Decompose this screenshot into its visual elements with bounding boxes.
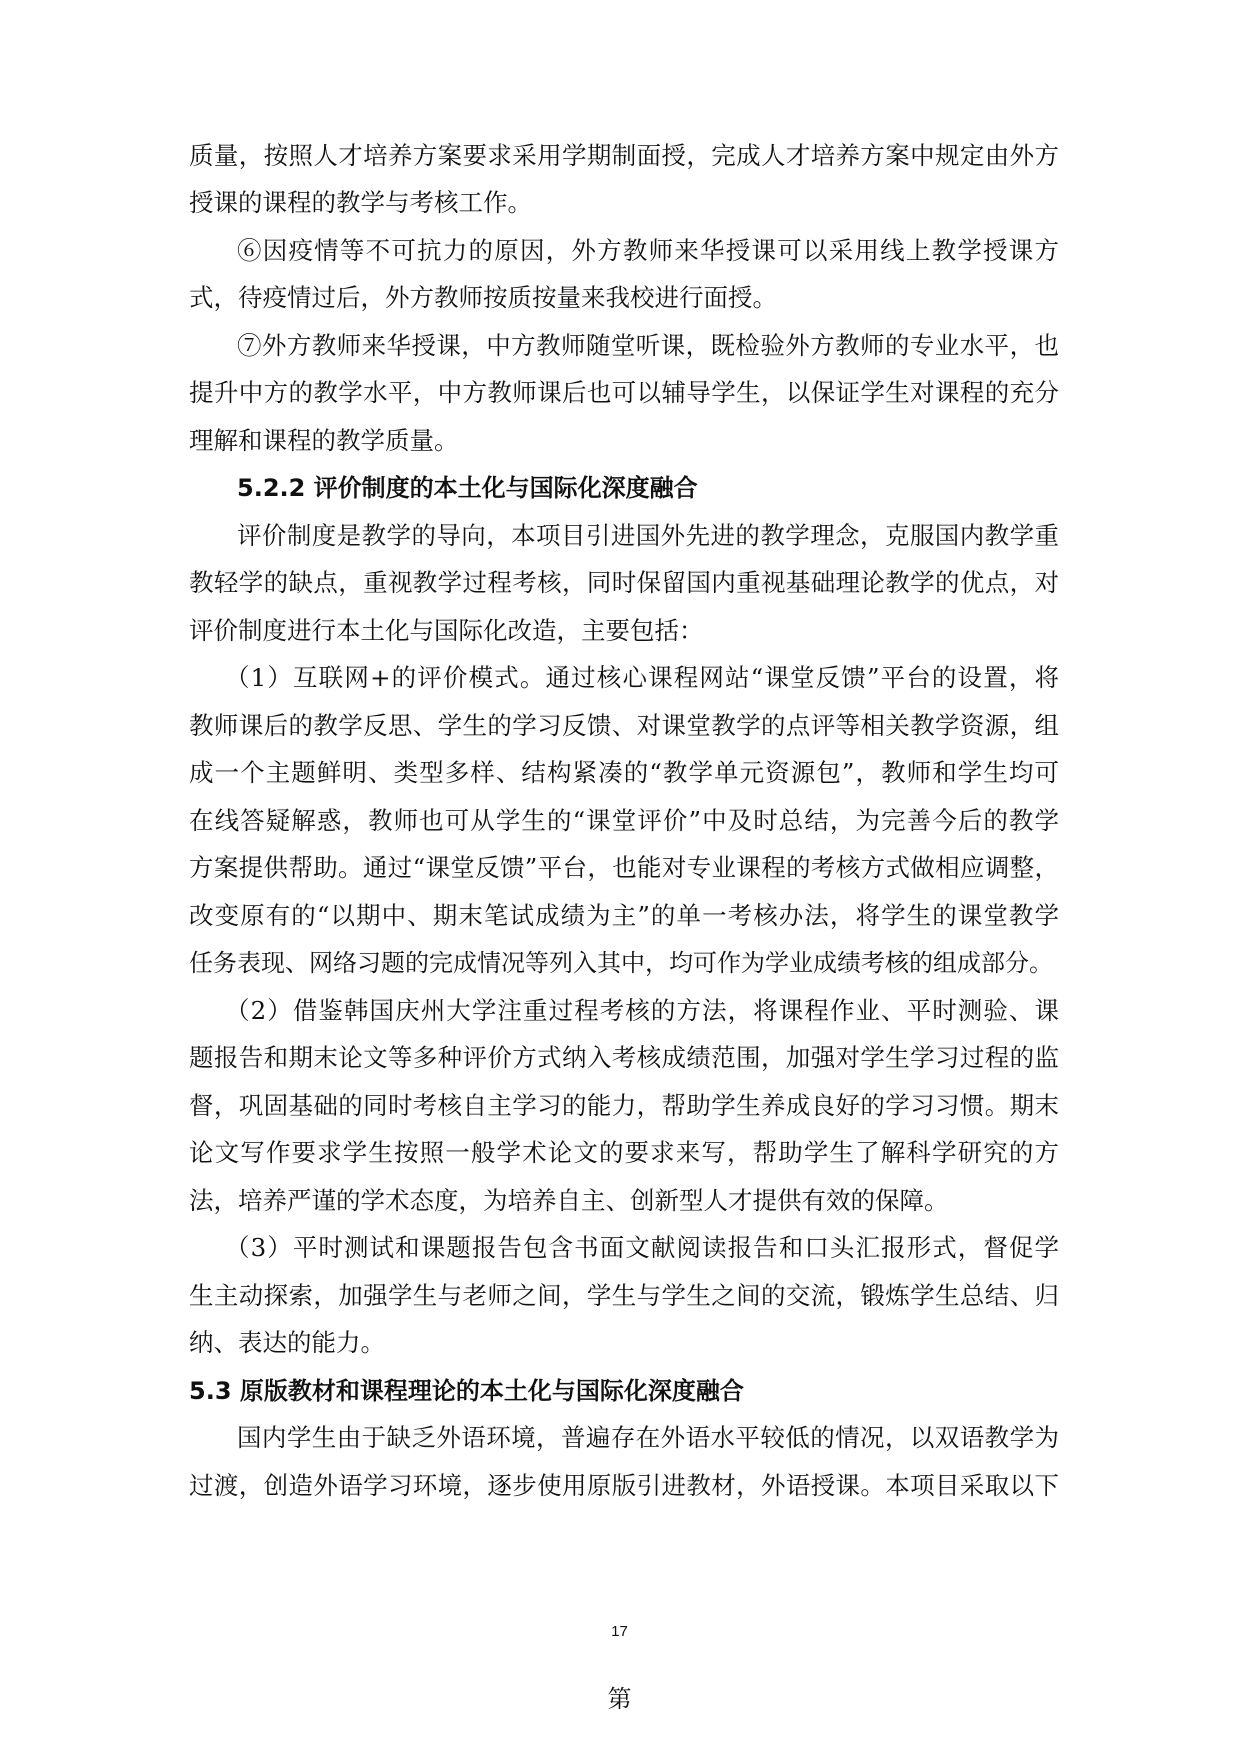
- body-line: 论文写作要求学生按照一般学术论文的要求来写，帮助学生了解科学研究的方: [189, 1138, 1059, 1167]
- body-line: （2）借鉴韩国庆州大学注重过程考核的方法，将课程作业、平时测验、课: [225, 996, 1059, 1025]
- section-heading-5-2-2: 5.2.2 评价制度的本土化与国际化深度融合: [237, 474, 698, 502]
- body-line: 国内学生由于缺乏外语环境，普遍存在外语水平较低的情况，以双语教学为: [237, 1423, 1059, 1452]
- body-line: 督，巩固基础的同时考核自主学习的能力，帮助学生养成良好的学习习惯。期末: [189, 1091, 1059, 1120]
- body-line: （3）平时测试和课题报告包含书面文献阅读报告和口头汇报形式，督促学: [225, 1233, 1059, 1262]
- section-heading-5-3: 5.3 原版教材和课程理论的本土化与国际化深度融合: [189, 1377, 744, 1405]
- body-line: 成一个主题鲜明、类型多样、结构紧凑的“教学单元资源包”，教师和学生均可: [189, 758, 1059, 787]
- body-line: 式，待疫情过后，外方教师按质按量来我校进行面授。: [189, 283, 777, 312]
- body-line: 理解和课程的教学质量。: [189, 426, 459, 455]
- body-line: 纳、表达的能力。: [189, 1328, 385, 1357]
- body-line: （1）互联网+的评价模式。通过核心课程网站“课堂反馈”平台的设置，将: [225, 663, 1059, 692]
- body-line: 评价制度是教学的导向，本项目引进国外先进的教学理念，克服国内教学重: [237, 521, 1059, 550]
- body-line: ⑥因疫情等不可抗力的原因，外方教师来华授课可以采用线上教学授课方: [237, 236, 1059, 265]
- body-line: 过渡，创造外语学习环境，逐步使用原版引进教材，外语授课。本项目采取以下: [189, 1471, 1059, 1500]
- body-line: 在线答疑解惑，教师也可从学生的“课堂评价”中及时总结，为完善今后的教学: [189, 806, 1059, 835]
- body-line: 方案提供帮助。通过“课堂反馈”平台，也能对专业课程的考核方式做相应调整，: [189, 853, 1059, 882]
- body-line: 题报告和期末论文等多种评价方式纳入考核成绩范围，加强对学生学习过程的监: [189, 1043, 1059, 1072]
- body-line: 任务表现、网络习题的完成情况等列入其中，均可作为学业成绩考核的组成部分。: [189, 949, 1053, 977]
- body-line: 评价制度进行本土化与国际化改造，主要包括：: [189, 616, 704, 645]
- body-line: 教轻学的缺点，重视教学过程考核，同时保留国内重视基础理论教学的优点，对: [189, 568, 1059, 597]
- body-line: 提升中方的教学水平，中方教师课后也可以辅导学生，以保证学生对课程的充分: [189, 378, 1059, 407]
- page-number: 17: [611, 1623, 628, 1640]
- body-line: 生主动探索，加强学生与老师之间，学生与学生之间的交流，锻炼学生总结、归: [189, 1281, 1059, 1310]
- body-line: 教师课后的教学反思、学生的学习反馈、对课堂教学的点评等相关教学资源，组: [189, 711, 1059, 740]
- body-line: 法，培养严谨的学术态度，为培养自主、创新型人才提供有效的保障。: [189, 1186, 949, 1215]
- footer-text: 第: [607, 1685, 632, 1713]
- body-line: ⑦外方教师来华授课，中方教师随堂听课，既检验外方教师的专业水平，也: [237, 331, 1059, 360]
- body-line: 授课的课程的教学与考核工作。: [189, 188, 532, 217]
- body-line: 质量，按照人才培养方案要求采用学期制面授，完成人才培养方案中规定由外方: [189, 141, 1059, 170]
- body-line: 改变原有的“以期中、期末笔试成绩为主”的单一考核办法，将学生的课堂教学: [189, 901, 1059, 930]
